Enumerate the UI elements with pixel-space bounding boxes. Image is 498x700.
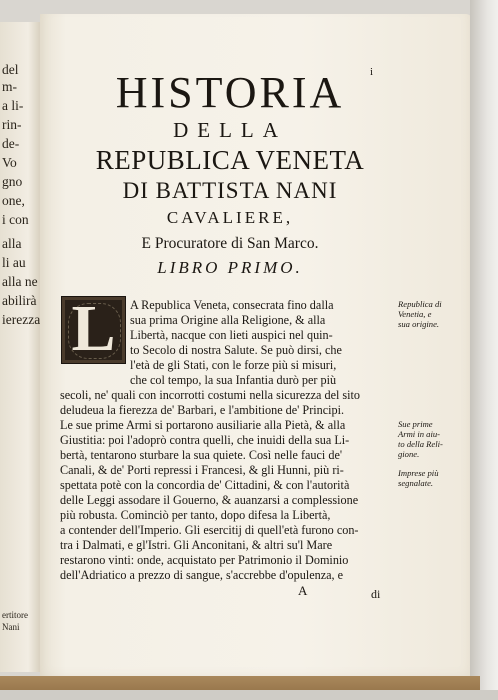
body-line: delle Leggi assodare il Gouerno, & auanzarsi a complessione (60, 493, 359, 507)
left-fragment: Vo (2, 155, 17, 170)
title-procuratore: E Procuratore di San Marco. (141, 235, 319, 252)
left-fragment: del (2, 62, 19, 77)
left-fragment: rin- (2, 117, 22, 132)
margin-note: gione. (398, 449, 420, 459)
corner-mark: i (370, 66, 374, 78)
left-fragment: Nani (2, 622, 20, 632)
drop-cap-letter: L (71, 292, 116, 365)
title-historia: HISTORIA (115, 68, 345, 117)
body-line: deludeua la fierezza de' Barbari, e l'ambitione de' Principi. (60, 403, 345, 417)
left-fragment: a li- (2, 98, 24, 113)
margin-note: sua origine. (398, 319, 440, 329)
left-fragment: ertitore (2, 610, 28, 620)
margin-note: to della Reli- (398, 439, 443, 449)
title-author: DI BATTISTA NANI (122, 178, 338, 203)
body-line: secoli, ne' quali con incorrotti costumi nella sicurezza del sito (60, 388, 361, 402)
margin-note: Sue prime (398, 419, 433, 429)
margin-note: segnalate. (398, 478, 434, 488)
catchword: di (371, 587, 381, 601)
left-page-edge (0, 22, 41, 672)
left-fragment: ierezza (2, 312, 41, 327)
left-fragment: gno (2, 174, 23, 189)
table-surface (0, 690, 498, 700)
body-line: Canali, & de' Porti repressi i Francesi, & gli Hunni, più ri- (60, 463, 344, 477)
body-line: A Republica Veneta, consecrata fino dalla (130, 298, 334, 312)
body-line: l'età de gli Stati, con le forze più si misuri, (130, 358, 337, 372)
left-fragment: i con (2, 212, 29, 227)
title-libro-primo: LIBRO PRIMO. (157, 258, 303, 277)
body-line: Giustitia: poi l'adoprò contra quelli, che inuidi della sua Li- (60, 433, 350, 447)
background-edge (470, 0, 498, 700)
body-line: spettata potè con la concordia de' Cittadini, & con l'autorità (60, 478, 350, 492)
body-line: più robusta. Cominciò per tanto, dopo difesa la Libertà, (60, 508, 331, 522)
margin-note: Republica di (398, 299, 442, 309)
body-line: Le sue prime Armi si portarono ausiliarie alla Pietà, & alla (60, 418, 346, 432)
title-della: DELLA (173, 118, 287, 142)
left-fragment: alla (2, 236, 22, 251)
body-line: sua prima Origine alla Religione, & alla (130, 313, 326, 327)
left-fragment: m- (2, 79, 17, 94)
signature-mark: A (298, 583, 308, 598)
left-fragment: alla ne (2, 274, 38, 289)
body-line: a contender dell'Imperio. Gli esercitij di quell'età furono con- (60, 523, 359, 537)
body-line: restarono vinti: onde, acquistato per Patrimonio il Dominio (60, 553, 349, 567)
margin-note: Imprese più (398, 468, 439, 478)
left-fragment: abilirà (2, 293, 37, 308)
drop-cap-ornament (61, 292, 126, 365)
margin-note: Armi in aiu- (398, 429, 441, 439)
body-line: bertà, tentarono sturbare la sua quiete. Così nelle fauci de' (60, 448, 343, 462)
body-line: che col tempo, la sua Infantia durò per più (130, 373, 337, 387)
left-fragment: li au (2, 255, 26, 270)
title-republica-veneta: REPUBLICA VENETA (95, 145, 365, 175)
margin-note: Venetia, e (398, 309, 432, 319)
title-cavaliere: CAVALIERE, (166, 208, 294, 227)
body-line: tra i Dalmati, e gl'Istri. Gli Anconitani, & altri su'l Mare (60, 538, 333, 552)
body-line: dell'Adriatico a prezzo di sangue, s'accrebbe d'opulenza, e (60, 568, 344, 582)
left-fragment: de- (2, 136, 20, 151)
left-fragment: one, (2, 193, 25, 208)
body-line: to Secolo di nostra Salute. Se può dirsi, che (130, 343, 342, 357)
body-line: Libertà, nacque con lieti auspici nel quin- (130, 328, 333, 342)
